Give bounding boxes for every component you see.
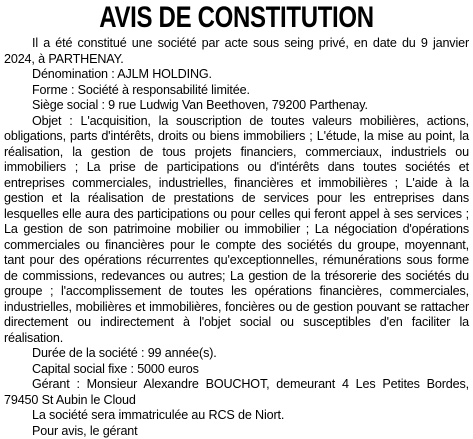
notice-duree: Durée de la société : 99 année(s).: [4, 346, 469, 362]
notice-rcs: La société sera immatriculée au RCS de Niort.: [4, 408, 469, 424]
notice-siege-social: Siège social : 9 rue Ludwig Van Beethoven, 79200 Parthenay.: [4, 98, 469, 114]
notice-denomination: Dénomination : AJLM HOLDING.: [4, 67, 469, 83]
notice-gerant: Gérant : Monsieur Alexandre BOUCHOT, demeurant 4 Les Petites Bordes, 79450 St Aubin le Cloud: [4, 377, 469, 408]
notice-title: AVIS DE CONSTITUTION: [51, 3, 423, 33]
notice-signature: Pour avis, le gérant: [4, 424, 469, 439]
notice-intro: Il a été constitué une société par acte sous seing privé, en date du 9 janvier 2024, à PARTHENAY.: [4, 36, 469, 67]
notice-forme: Forme : Société à responsabilité limitée.: [4, 83, 469, 99]
notice-capital: Capital social fixe : 5000 euros: [4, 362, 469, 378]
notice-objet: Objet : L'acquisition, la souscription de toutes valeurs mobilières, actions, obligations, parts d'intérêts, droits ou biens immobiliers ; L'étude, la mise au point, la réalisation, la gestion de tous projets financiers, commerciaux, industriels ou immobiliers ; La prise de participations ou d'intérêts dans toutes sociétés et entreprises commerciales, industrielles, financières et immobilières ; L'aide à la gestion et la réalisation de prestations de services pour les entreprises dans lesquelles elle aura des participations ou pour celles qui feront appel à ses services ; La gestion de son patrimoine mobilier ou immobilier ; La négociation d'opérations commerciales ou financières pour le compte des sociétés du groupe, moyennant, tant pour des opérations récurrentes qu'exceptionnelles, rémunérations sous forme de commissions, redevances ou autres; La gestion de la trésorerie des sociétés du groupe ; l'accomplissement de toutes les opérations financières, commerciales, industrielles, mobilières et immobilières, foncières ou de gestion pouvant se rattacher directement ou indirectement à l'objet social ou susceptibles d'en faciliter la réalisation.: [4, 114, 469, 347]
